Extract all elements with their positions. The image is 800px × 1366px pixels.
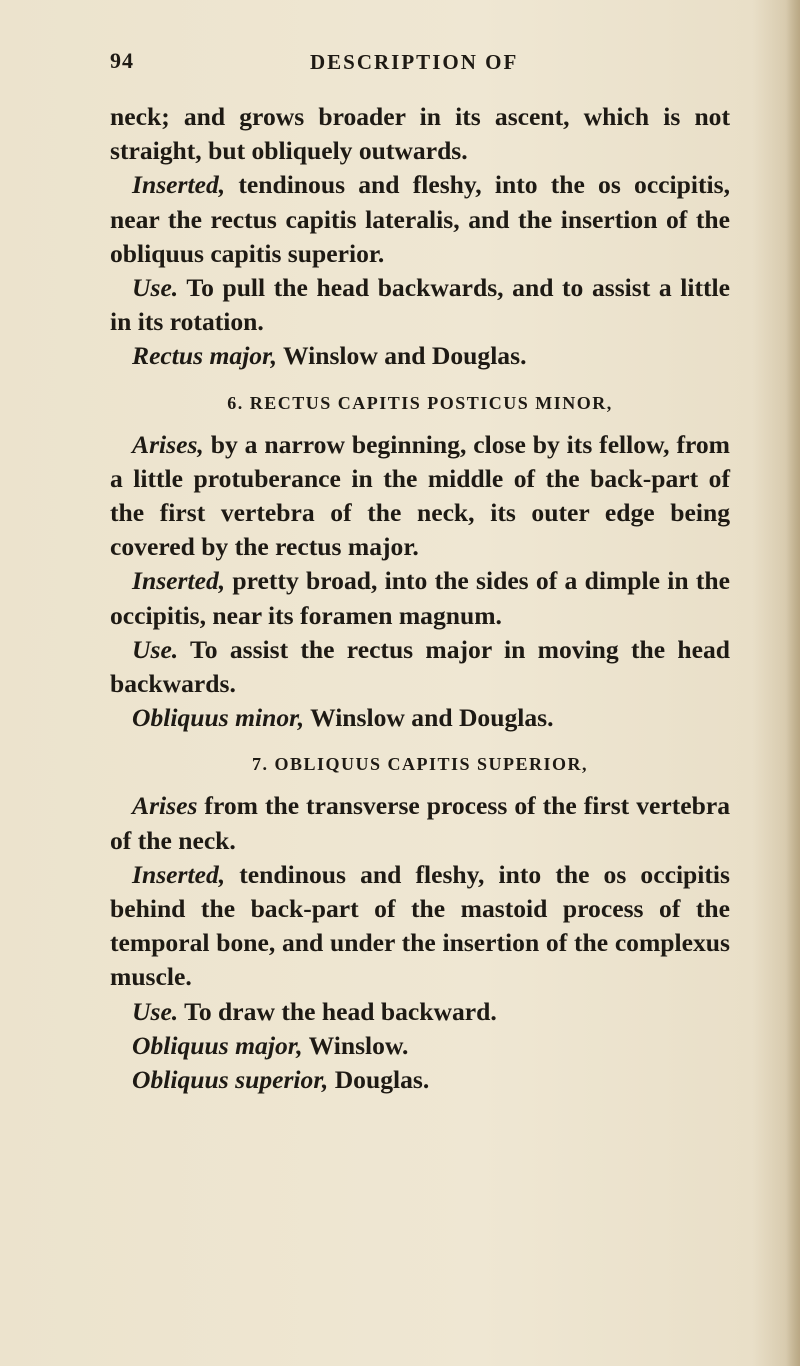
paragraph-label: Rectus major, <box>132 341 278 371</box>
paragraph: Arises, by a narrow beginning, close by its fellow, from a little protuberance in the middle of the back-part of the first vertebra of the neck, its outer edge being covered by the rectus major. <box>110 429 730 562</box>
paragraph: Arises from the transverse process of the first vertebra of the neck. <box>110 791 730 855</box>
paragraph: Inserted, pretty broad, into the sides of a dimple in the occipitis, near its foramen magnum. <box>110 566 730 630</box>
paragraph-label: Use. <box>132 634 179 664</box>
page-number: 94 <box>110 48 134 73</box>
paragraph-label: Arises <box>132 791 198 821</box>
paragraph: Inserted, tendinous and fleshy, into the os occipitis, near the rectus capitis lateralis, and the insertion of the obliquus capitis superior. <box>110 170 730 268</box>
running-header <box>110 48 730 82</box>
section-heading: 6. RECTUS CAPITIS POSTICUS MINOR, <box>227 392 613 413</box>
paragraph-label: Inserted, <box>132 170 226 200</box>
paragraph-label: Arises, <box>132 429 204 459</box>
page-body <box>110 100 730 1097</box>
paragraph: Use. To assist the rectus major in moving the head backwards. <box>110 634 731 699</box>
paragraph-label: Inserted, <box>132 859 226 889</box>
paragraph: neck; and grows broader in its ascent, which is not straight, but obliquely outwards. <box>110 102 730 166</box>
page-edge-shadow <box>786 0 800 1366</box>
paragraph-label: Obliquus superior, <box>132 1065 329 1095</box>
paragraph-label: Use. <box>132 273 179 303</box>
paragraph: Obliquus superior, Douglas. <box>132 1065 430 1095</box>
paragraph-label: Inserted, <box>132 566 226 596</box>
paragraph: Rectus major, Winslow and Douglas. <box>132 341 527 371</box>
paragraph-label: Use. <box>132 996 179 1026</box>
running-title: DESCRIPTION OF <box>310 50 519 74</box>
paragraph-label: Obliquus minor, <box>132 703 305 733</box>
paragraph: Obliquus major, Winslow. <box>132 1030 409 1060</box>
section-heading: 7. OBLIQUUS CAPITIS SUPERIOR, <box>251 754 589 775</box>
paragraph-label: Obliquus major, <box>132 1030 303 1060</box>
paragraph: Obliquus minor, Winslow and Douglas. <box>132 703 554 733</box>
paragraph: Use. To pull the head backwards, and to assist a little in its rotation. <box>110 273 730 337</box>
paragraph: Inserted, tendinous and fleshy, into the os occipitis behind the back-part of the mastoid process of the temporal bone, and under the insertion of the complexus muscle. <box>110 859 730 992</box>
paragraph: Use. To draw the head backward. <box>132 996 497 1026</box>
